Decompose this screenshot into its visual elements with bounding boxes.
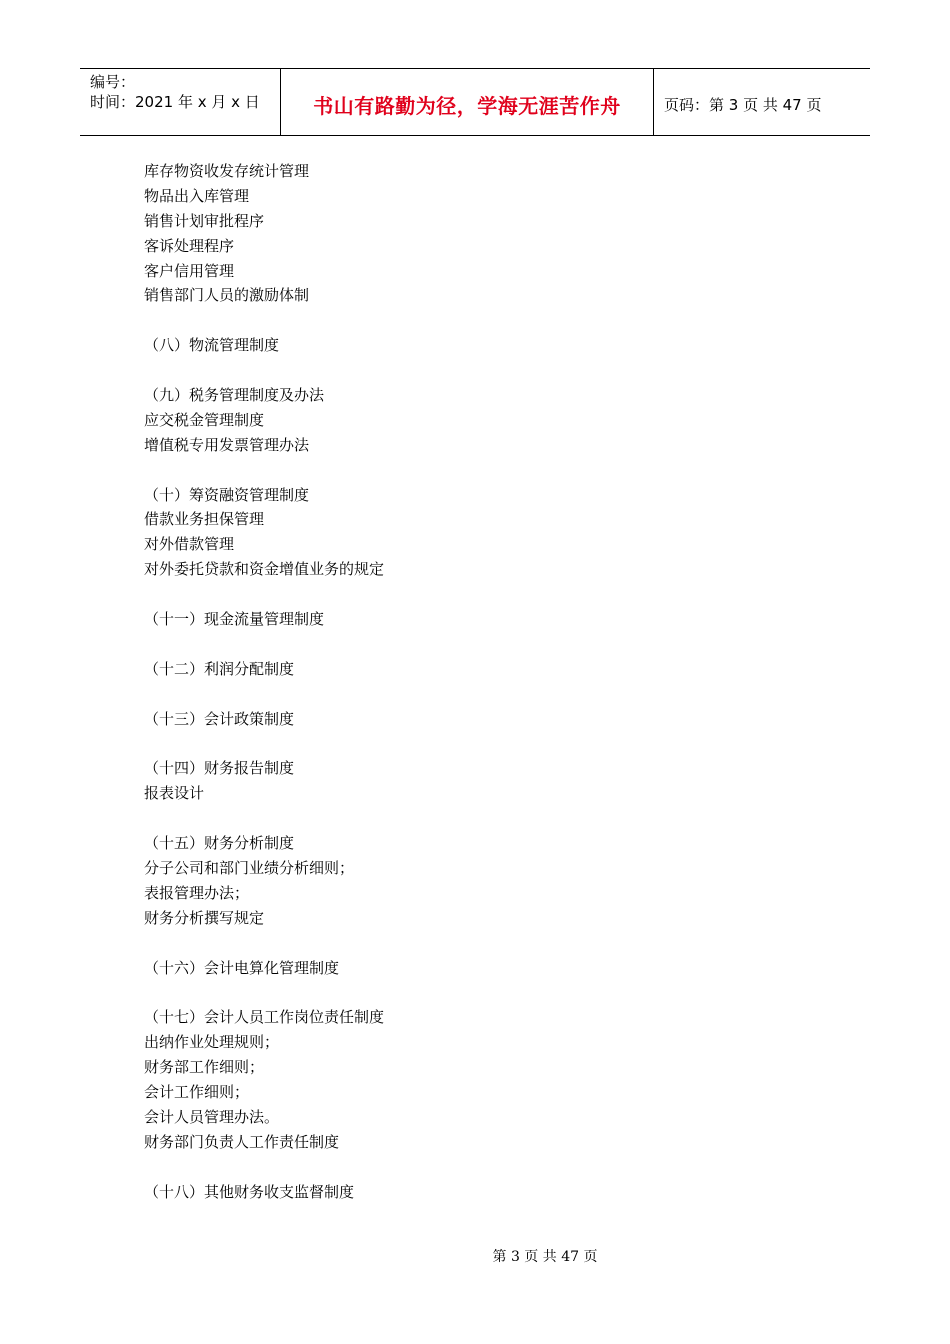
text-line: 财务部工作细则； (144, 1058, 265, 1077)
document-body (144, 159, 844, 1204)
text-line: 会计人员管理办法。 (144, 1107, 280, 1126)
page-info: 页码：第 3 页 共 47 页 (664, 95, 822, 114)
text-line: （十二）利润分配制度 (144, 659, 295, 678)
text-line: 物品出入库管理 (144, 186, 250, 205)
text-line: 会计工作细则； (144, 1082, 250, 1101)
footer-page-number: 第 3 页 共 47 页 (492, 1249, 598, 1265)
header-motto-cell (281, 69, 654, 135)
blank-line (144, 1155, 844, 1180)
blank-line (144, 632, 844, 657)
date-label: 时间：2021 年 x 月 x 日 (90, 93, 260, 111)
motto-text: 书山有路勤为径，学海无涯苦作舟 (313, 93, 621, 118)
text-line: 客户信用管理 (144, 261, 235, 280)
blank-line (144, 731, 844, 756)
blank-line (144, 358, 844, 383)
blank-line (144, 308, 844, 333)
text-line: （八）物流管理制度 (144, 336, 280, 355)
text-line: 应交税金管理制度 (144, 410, 265, 429)
blank-line (144, 582, 844, 607)
blank-line (144, 931, 844, 956)
text-line: 客诉处理程序 (144, 236, 235, 255)
text-line: 对外委托贷款和资金增值业务的规定 (144, 560, 385, 579)
text-line: 库存物资收发存统计管理 (144, 162, 310, 180)
header-page-cell (654, 69, 870, 135)
text-line: （十六）会计电算化管理制度 (144, 958, 340, 977)
page-footer (0, 1246, 950, 1266)
text-line: （九）税务管理制度及办法 (144, 386, 325, 405)
blank-line (144, 682, 844, 707)
text-line: （十一）现金流量管理制度 (144, 610, 325, 629)
text-line: （十五）财务分析制度 (144, 834, 295, 853)
text-line: 出纳作业处理规则； (144, 1033, 280, 1052)
text-line: 对外借款管理 (144, 535, 235, 554)
text-line: 分子公司和部门业绩分析细则； (144, 858, 355, 877)
text-line: 增值税专用发票管理办法 (144, 435, 310, 454)
blank-line (144, 458, 844, 483)
text-line: （十七）会计人员工作岗位责任制度 (144, 1008, 385, 1027)
text-line: （十四）财务报告制度 (144, 759, 295, 778)
text-line: 销售计划审批程序 (144, 211, 265, 230)
blank-line (144, 806, 844, 831)
text-line: 财务部门负责人工作责任制度 (144, 1132, 340, 1151)
number-label: 编号： (90, 73, 136, 91)
blank-line (144, 980, 844, 1005)
text-line: （十三）会计政策制度 (144, 709, 295, 728)
text-line: 财务分析撰写规定 (144, 908, 265, 927)
header-meta-cell (80, 69, 281, 135)
text-line: 销售部门人员的激励体制 (144, 286, 310, 305)
text-line: 报表设计 (144, 784, 205, 803)
text-line: （十）筹资融资管理制度 (144, 485, 310, 504)
text-line: 借款业务担保管理 (144, 510, 265, 529)
page-header (80, 68, 870, 136)
text-line: （十八）其他财务收支监督制度 (144, 1182, 355, 1201)
text-line: 表报管理办法； (144, 883, 250, 902)
